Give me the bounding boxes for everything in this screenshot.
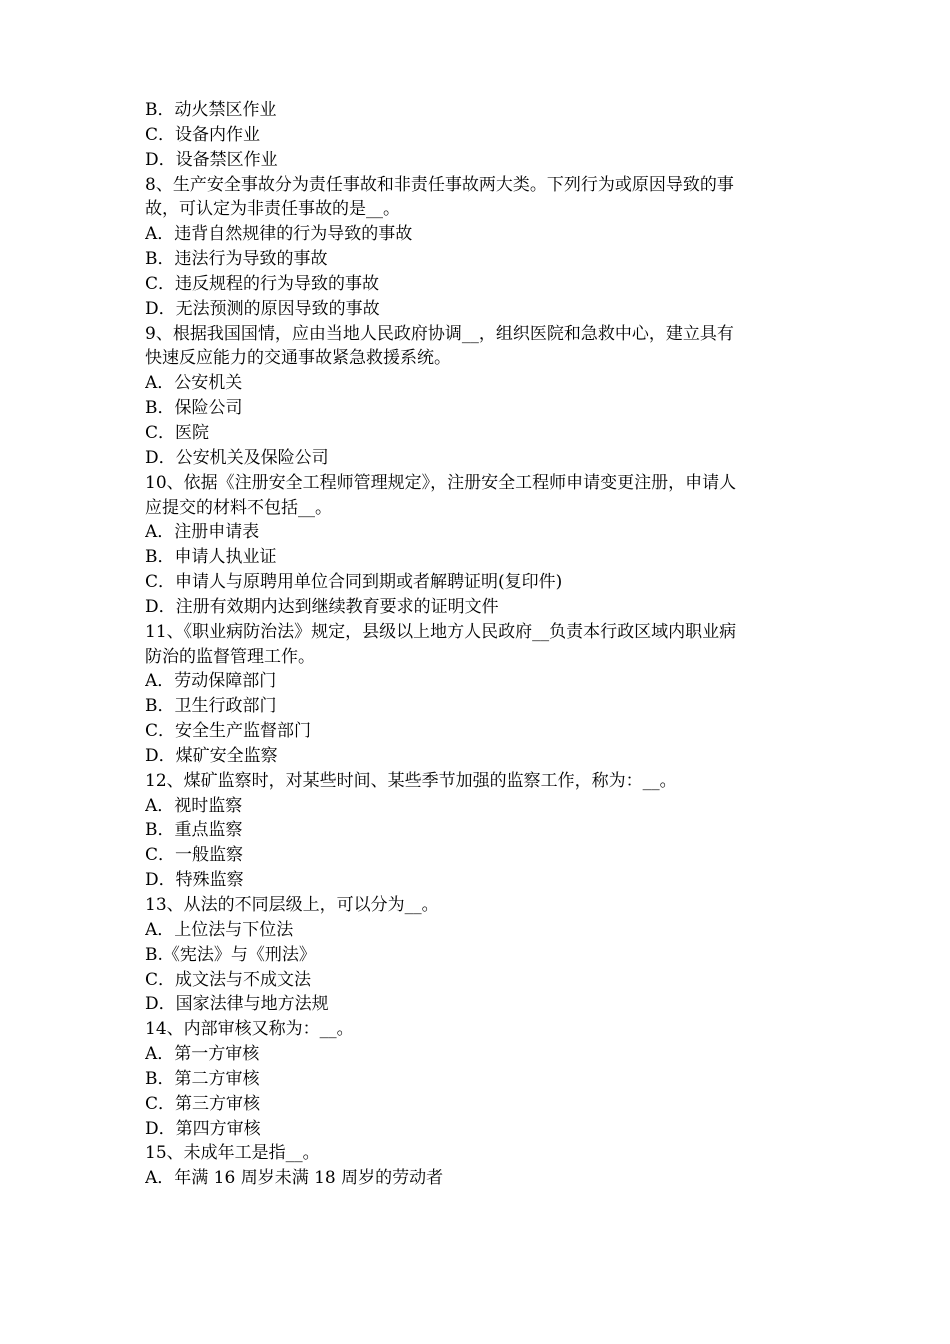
- text-line: B．违法行为导致的事故: [145, 249, 328, 270]
- text-line: C．违反规程的行为导致的事故: [145, 273, 380, 294]
- text-line: D．公安机关及保险公司: [145, 447, 329, 468]
- text-line: B．动火禁区作业: [145, 100, 277, 120]
- text-line: C．一般监察: [145, 845, 244, 866]
- text-line: B．申请人执业证: [145, 547, 277, 568]
- text-line: C．成文法与不成文法: [145, 969, 312, 990]
- text-line: 10、依据《注册安全工程师管理规定》，注册安全工程师申请变更注册，申请人: [145, 472, 737, 493]
- text-line: B．重点监察: [145, 820, 243, 841]
- text-line: D．国家法律与地方法规: [145, 994, 329, 1015]
- text-line: D．无法预测的原因导致的事故: [145, 298, 380, 319]
- text-line: 11、《职业病防治法》规定，县级以上地方人民政府__负责本行政区域内职业病: [145, 621, 737, 642]
- text-line: 12、煤矿监察时，对某些时间、某些季节加强的监察工作，称为：__。: [145, 770, 677, 791]
- text-line: 应提交的材料不包括__。: [145, 497, 332, 518]
- text-line: D．煤矿安全监察: [145, 745, 278, 766]
- text-line: 9、根据我国国情，应由当地人民政府协调__，组织医院和急救中心，建立具有: [145, 323, 734, 344]
- text-line: 13、从法的不同层级上，可以分为__。: [145, 895, 439, 915]
- text-line: A．违背自然规律的行为导致的事故: [145, 224, 413, 245]
- text-line: 快速反应能力的交通事故紧急救援系统。: [145, 348, 451, 369]
- text-line: B.《宪法》与《刑法》: [145, 944, 316, 965]
- text-line: 14、内部审核又称为：__。: [145, 1019, 354, 1040]
- text-line: C．申请人与原聘用单位合同到期或者解聘证明(复印件): [145, 572, 563, 593]
- text-line: C．第三方审核: [145, 1093, 261, 1114]
- text-line: C．医院: [145, 422, 210, 443]
- text-line: 故，可认定为非责任事故的是__。: [145, 199, 400, 220]
- text-line: 防治的监督管理工作。: [145, 646, 315, 667]
- text-line: B．保险公司: [145, 398, 243, 419]
- text-line: A．视时监察: [145, 795, 243, 816]
- text-line: D．设备禁区作业: [145, 149, 278, 170]
- text-line: D．特殊监察: [145, 870, 244, 891]
- text-line: 8、生产安全事故分为责任事故和非责任事故两大类。下列行为或原因导致的事: [145, 174, 734, 195]
- text-line: A．上位法与下位法: [145, 919, 294, 940]
- text-line: C．设备内作业: [145, 124, 261, 145]
- text-line: A．劳动保障部门: [145, 671, 277, 692]
- text-line: B．第二方审核: [145, 1068, 260, 1089]
- text-line: D．注册有效期内达到继续教育要求的证明文件: [145, 596, 499, 617]
- text-line: A．第一方审核: [145, 1044, 260, 1065]
- document-page: [145, 98, 810, 1191]
- text-line: A．年满 16 周岁未满 18 周岁的劳动者: [145, 1168, 444, 1189]
- text-line: A．注册申请表: [145, 522, 260, 543]
- text-line: D．第四方审核: [145, 1118, 261, 1139]
- text-line: B．卫生行政部门: [145, 696, 277, 717]
- text-line: 15、未成年工是指__。: [145, 1143, 320, 1164]
- text-line: A．公安机关: [145, 373, 243, 394]
- text-line: C．安全生产监督部门: [145, 721, 312, 742]
